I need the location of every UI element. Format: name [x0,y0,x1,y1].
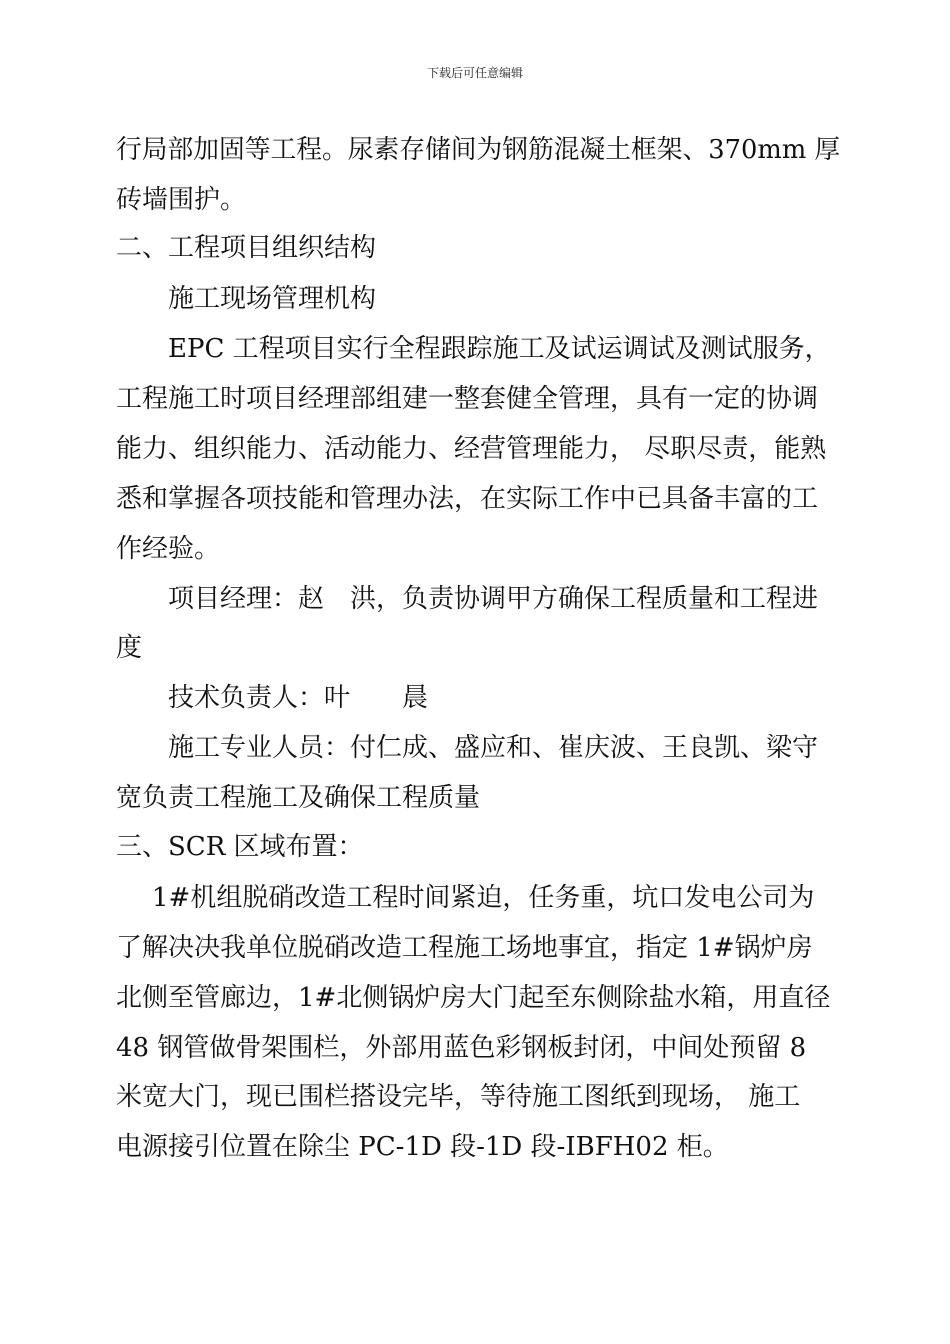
page-header: 下载后可任意编辑 [426,66,523,80]
paragraph-line: 电源接引位置在除尘 PC-1D 段-1D 段-IBFH02 柜。 [116,1132,729,1162]
paragraph-line: 作经验。 [116,534,221,564]
paragraph-line: 行局部加固等工程。尿素存储间为钢筋混凝土框架、370mm 厚 [116,135,841,165]
paragraph-line: 度 [116,633,143,663]
paragraph-line: 技术负责人：叶 晨 [168,683,429,713]
paragraph-line: 48 钢管做骨架围栏，外部用蓝色彩钢板封闭，中间处预留 8 [116,1033,807,1063]
paragraph-line: 北侧至管廊边，1#北侧锅炉房大门起至东侧除盐水箱，用直径 [116,983,831,1013]
paragraph-line: 工程施工时项目经理部组建一整套健全管理，具有一定的协调 [116,384,819,414]
paragraph-line: 1#机组脱硝改造工程时间紧迫，任务重，坑口发电公司为 [152,883,815,913]
paragraph-line: 砖墙围护。 [116,185,247,215]
paragraph-line: 施工专业人员：付仁成、盛应和、崔庆波、王良凯、梁守 [168,733,819,763]
section-heading: 二、工程项目组织结构 [116,233,377,263]
paragraph-line: 项目经理：赵 洪，负责协调甲方确保工程质量和工程进 [168,584,819,614]
paragraph-line: EPC 工程项目实行全程跟踪施工及试运调试及测试服务， [168,334,831,364]
subsection-heading: 施工现场管理机构 [168,284,377,314]
paragraph-line: 米宽大门，现已围栏搭设完毕，等待施工图纸到现场， 施工 [116,1082,801,1112]
section-heading: 三、SCR 区域布置： [116,832,364,862]
paragraph-line: 悉和掌握各项技能和管理办法，在实际工作中已具备丰富的工 [116,484,819,514]
paragraph-line: 宽负责工程施工及确保工程质量 [116,783,481,813]
paragraph-line: 能力、组织能力、活动能力、经营管理能力， 尽职尽责，能熟 [116,434,827,464]
paragraph-line: 了解决决我单位脱硝改造工程施工场地事宜，指定 1#锅炉房 [116,933,813,963]
